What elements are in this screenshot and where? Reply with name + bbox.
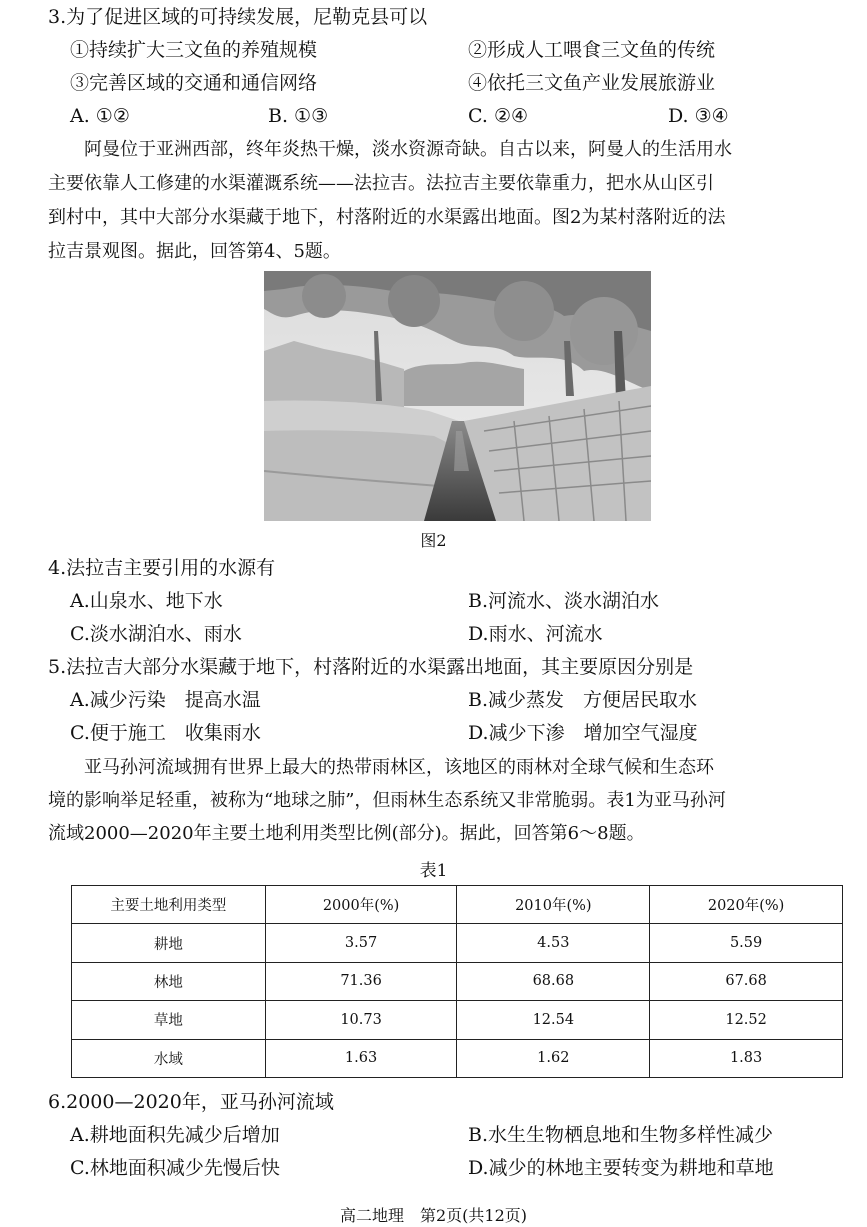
table-cell: 12.52 (650, 1001, 843, 1039)
passage1-line-4: 拉吉景观图。据此，回答第4、5题。 (48, 241, 341, 262)
q6-option-d: D.减少的林地主要转变为耕地和草地 (468, 1157, 774, 1179)
table-header-row (72, 886, 843, 924)
table-header-cell: 2020年(%) (650, 886, 843, 924)
passage1-line-1: 阿曼位于亚洲西部，终年炎热干燥，淡水资源奇缺。自古以来，阿曼人的生活用水 (48, 139, 732, 160)
table-cell: 1.62 (457, 1039, 650, 1077)
question-4-stem: 4.法拉吉主要引用的水源有 (48, 557, 276, 579)
q3-option-b: B. ①③ (268, 105, 329, 127)
table-cell: 草地 (72, 1001, 266, 1039)
page-footer: 高二地理 第2页(共12页) (339, 1206, 528, 1225)
q4-option-d: D.雨水、河流水 (468, 623, 603, 645)
q6-option-a: A.耕地面积先减少后增加 (70, 1124, 280, 1146)
q3-option-c: C. ②④ (468, 105, 529, 127)
table-cell: 68.68 (457, 962, 650, 1000)
q3-item-1: ①持续扩大三文鱼的养殖规模 (70, 39, 318, 61)
table-cell: 水域 (72, 1039, 266, 1077)
passage2-line-3: 流域2000—2020年主要土地利用类型比例(部分)。据此，回答第6～8题。 (48, 823, 645, 844)
passage2-line-1: 亚马孙河流域拥有世界上最大的热带雨林区，该地区的雨林对全球气候和生态环 (48, 757, 714, 778)
table-cell: 10.73 (265, 1001, 457, 1039)
table-row (72, 1039, 843, 1077)
table-row (72, 1001, 843, 1039)
q4-option-a: A.山泉水、地下水 (70, 590, 223, 612)
q3-option-d: D. ③④ (668, 105, 729, 127)
q6-option-b: B.水生生物栖息地和生物多样性减少 (468, 1124, 774, 1146)
table-header-cell: 2000年(%) (265, 886, 457, 924)
q5-option-d: D.减少下渗 增加空气湿度 (468, 722, 698, 744)
table-1-title: 表1 (419, 861, 448, 881)
table-header-cell: 2010年(%) (457, 886, 650, 924)
q3-item-4: ④依托三文鱼产业发展旅游业 (468, 72, 716, 94)
table-cell: 5.59 (650, 924, 843, 962)
figure-2-caption: 图2 (420, 531, 447, 550)
table-cell: 3.57 (265, 924, 457, 962)
table-cell: 4.53 (457, 924, 650, 962)
question-6-stem: 6.2000—2020年，亚马孙河流域 (48, 1091, 334, 1113)
table-row (72, 962, 843, 1000)
table-cell: 1.83 (650, 1039, 843, 1077)
table-header-cell: 主要土地利用类型 (72, 886, 266, 924)
table-cell: 67.68 (650, 962, 843, 1000)
falaj-canal-photo (264, 271, 651, 521)
table-cell: 71.36 (265, 962, 457, 1000)
q5-option-c: C.便于施工 收集雨水 (70, 722, 261, 744)
q4-option-b: B.河流水、淡水湖泊水 (468, 590, 660, 612)
q3-item-2: ②形成人工喂食三文鱼的传统 (468, 39, 716, 61)
q5-option-b: B.减少蒸发 方便居民取水 (468, 689, 698, 711)
table-row (72, 924, 843, 962)
question-3-stem: 3.为了促进区域的可持续发展，尼勒克县可以 (48, 6, 428, 28)
q6-option-c: C.林地面积减少先慢后快 (70, 1157, 280, 1179)
table-cell: 林地 (72, 962, 266, 1000)
table-cell: 耕地 (72, 924, 266, 962)
land-use-table (71, 885, 843, 1078)
passage1-line-3: 到村中，其中大部分水渠藏于地下，村落附近的水渠露出地面。图2为某村落附近的法 (48, 207, 726, 228)
question-5-stem: 5.法拉吉大部分水渠藏于地下，村落附近的水渠露出地面，其主要原因分别是 (48, 656, 694, 678)
q3-option-a: A. ①② (70, 105, 130, 127)
table-cell: 12.54 (457, 1001, 650, 1039)
q5-option-a: A.减少污染 提高水温 (70, 689, 261, 711)
passage2-line-2: 境的影响举足轻重，被称为“地球之肺”，但雨林生态系统又非常脆弱。表1为亚马孙河 (48, 790, 726, 811)
q4-option-c: C.淡水湖泊水、雨水 (70, 623, 242, 645)
q3-item-3: ③完善区域的交通和通信网络 (70, 72, 318, 94)
table-cell: 1.63 (265, 1039, 457, 1077)
passage1-line-2: 主要依靠人工修建的水渠灌溉系统——法拉吉。法拉吉主要依靠重力，把水从山区引 (48, 173, 714, 194)
